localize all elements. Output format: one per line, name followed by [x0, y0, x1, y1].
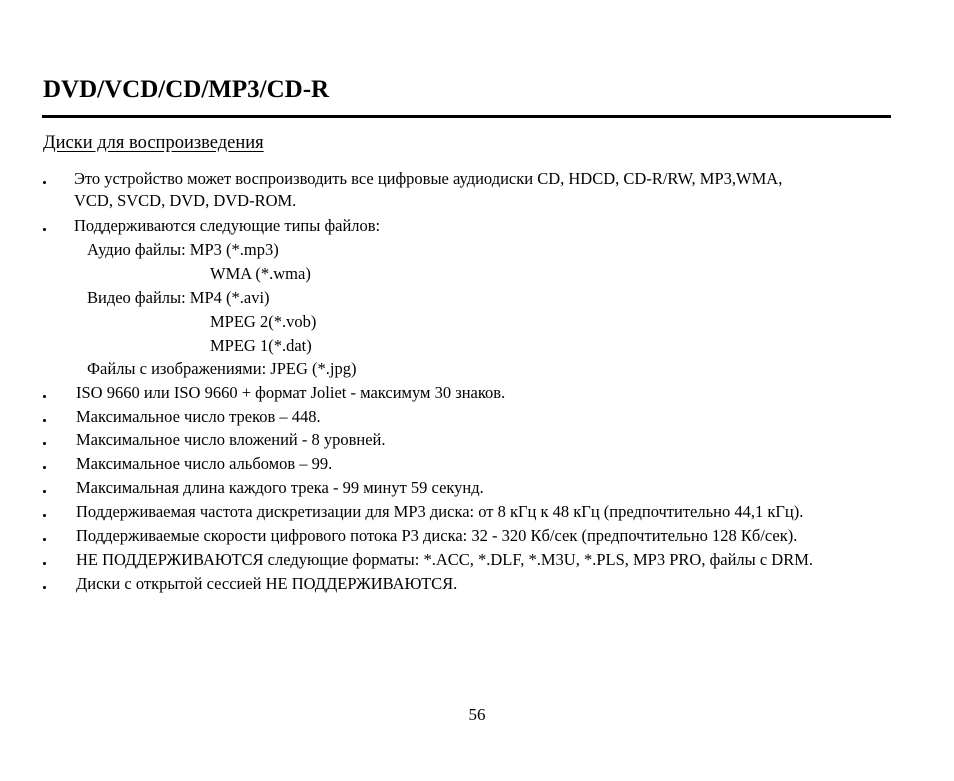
- bullet-text-iso: ISO 9660 или ISO 9660 + формат Joliet - максимум 30 знаков.: [76, 383, 506, 402]
- bullet-text-max-nesting: Максимальное число вложений - 8 уровней.: [76, 430, 386, 449]
- bullet-text-file-types: Поддерживаются следующие типы файлов:: [74, 216, 381, 235]
- page-number: 56: [468, 705, 486, 724]
- bullet-dot: [43, 490, 48, 495]
- bullet-text-unsupported-formats: НЕ ПОДДЕРЖИВАЮТСЯ следующие форматы: *.ACC, *.DLF, *.M3U, *.PLS, MP3 PRO, файлы с DRM.: [76, 550, 814, 569]
- bullet-dot: [43, 466, 48, 471]
- bullet-dot: [43, 514, 48, 519]
- bullet-dot: [43, 419, 48, 424]
- bullet-dot: [43, 395, 48, 400]
- bullet-dot: [43, 228, 48, 233]
- image-files-line: Файлы с изображениями: JPEG (*.jpg): [87, 359, 357, 378]
- bullet-dot: [43, 562, 48, 567]
- title-divider: [42, 115, 891, 118]
- bullet-text-max-track-length: Максимальная длина каждого трека - 99 минут 59 секунд.: [76, 478, 484, 497]
- bullet-text-sample-rate: Поддерживаемая частота дискретизации для MP3 диска: от 8 кГц к 48 кГц (предпочтительно 44,1 кГц).: [76, 502, 804, 521]
- bullet-text-bitrate: Поддерживаемые скорости цифрового потока P3 диска: 32 - 320 Кб/сек (предпочтительно 128 Кб/сек).: [76, 526, 798, 545]
- video-files-line: Видео файлы: MP4 (*.avi): [87, 288, 270, 307]
- audio-files-line: Аудио файлы: MP3 (*.mp3): [87, 240, 279, 259]
- audio-wma-line: WMA (*.wma): [210, 264, 311, 283]
- bullet-dot: [43, 586, 48, 591]
- bullet-dot: [43, 181, 48, 186]
- bullet-text-max-tracks: Максимальное число треков – 448.: [76, 407, 321, 426]
- bullet-dot: [43, 442, 48, 447]
- video-mpeg2-line: MPEG 2(*.vob): [210, 312, 317, 331]
- bullet-text-open-session: Диски с открытой сессией НЕ ПОДДЕРЖИВАЮТСЯ.: [76, 574, 458, 593]
- video-mpeg1-line: MPEG 1(*.dat): [210, 336, 312, 355]
- bullet-text-supported-discs-continued: VCD, SVCD, DVD, DVD-ROM.: [74, 191, 297, 210]
- bullet-dot: [43, 538, 48, 543]
- bullet-text-supported-discs: Это устройство может воспроизводить все цифровые аудиодиски CD, HDCD, CD-R/RW, MP3,WMA,: [74, 169, 783, 188]
- section-heading: Диски для воспроизведения: [43, 133, 264, 153]
- bullet-text-max-albums: Максимальное число альбомов – 99.: [76, 454, 333, 473]
- page-title: DVD/VCD/CD/MP3/CD-R: [43, 76, 330, 103]
